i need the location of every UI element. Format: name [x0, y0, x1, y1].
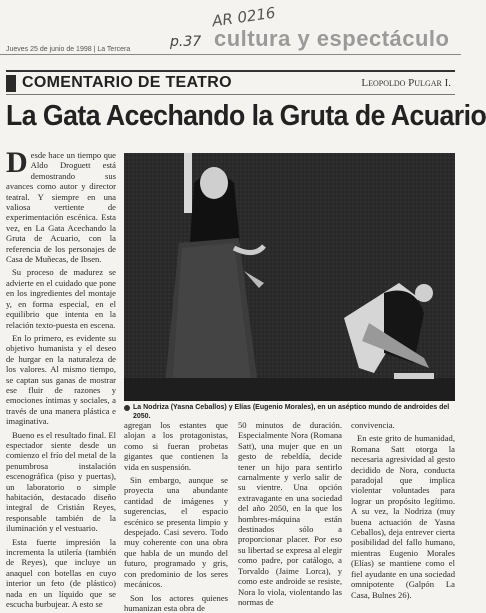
caption-bullet-icon — [124, 405, 130, 411]
column-marker-block — [6, 75, 16, 92]
article-paragraph: 50 minutos de duración. Especialmente Nora (Romana Satt), una mujer que en un gesto de rebeldía, decide tener un hijo para sentirlo carnalmente y verlo salir de su vientre. Una opción extravagante en una sociedad del año 2050, en la que los hombres-máquina están destinados sólo a proporcionar placer. Por eso su libertad se expresa al elegir como padre, por catálogo, a Torvaldo (Jaime Lorca), y como este androide se resiste, Nora lo viola, violentando las normas de — [238, 420, 342, 607]
column-name: COMENTARIO DE TEATRO — [22, 74, 232, 92]
section-title: cultura y espectáculo — [214, 26, 449, 52]
article-column-2 — [124, 420, 228, 596]
author-byline: Leopoldo Pulgar I. — [361, 77, 455, 89]
photo-caption — [124, 403, 455, 421]
photo-caption-text: La Nodriza (Yasna Ceballos) y Elías (Eugenio Morales), en un aséptico mundo de androides del 2050. — [133, 403, 455, 421]
article-column-1 — [6, 150, 116, 596]
production-photo — [124, 153, 455, 401]
handwritten-archive-code: AR 0216 — [211, 4, 277, 31]
production-photo-image — [124, 153, 455, 401]
article-paragraph: Su proceso de madurez se advierte en el cuidado que pone en los ingredientes del montaje y, en forma especial, en el equilibrio que intenta en la relación texto-puesta en escena. — [6, 267, 116, 329]
article-paragraph: Son los actores quienes humanizan esta obra de — [124, 593, 228, 613]
article-paragraph: Sin embargo, aunque se proyecta una abundante cantidad de imágenes y sugerencias, el espacio escénico se presenta limpio y despejado. Casi severo. Todo muy coherente con una obra que habla de un mundo del futuro, programado y gris, con predominio de los seres mecánicos. — [124, 475, 228, 589]
header-rule — [0, 54, 461, 55]
article-paragraph: agregan los estantes que alojan a los protagonistas, como si fueran probetas gigantes que contienen la vida en suspensión. — [124, 420, 228, 472]
headline: La Gata Acechando la Gruta de Acuario — [6, 100, 419, 133]
article-paragraph: Desde hace un tiempo que Aldo Droguett está demostrando sus avances como autor y director teatral. Y siempre en una valiosa vertiente de experimentación escénica. Esta vez, en La Gata Acechando la Gruta de Acuario, con la referencia de los personajes de Casa de Muñecas, de Ibsen. — [6, 150, 116, 264]
article-paragraph: Esta fuerte impresión la incrementa la utilería (también de Reyes), que incluye un anaquel con botellas en cuyo interior un feto (de plástico) nada en un líquido que se escucha burbujear. A esto se — [6, 537, 116, 610]
drop-cap: D — [6, 151, 28, 175]
date-line: Jueves 25 de junio de 1998 | La Tercera — [6, 46, 130, 53]
article-paragraph: convivencia. — [351, 420, 455, 430]
article-paragraph: En lo primero, es evidente su objetivo humanista y el deseo de hurgar en la naturaleza de los valores. Al mismo tiempo, se captan sus ganas de mostrar ese fluir de razones y emociones íntimas y sociales, a través de una manera plástica e imaginativa. — [6, 333, 116, 427]
article-column-3 — [238, 420, 342, 596]
handwritten-page-number: p.37 — [170, 34, 201, 50]
article-column-4 — [351, 420, 455, 596]
article-paragraph: Bueno es el resultado final. El espectador siente desde un comienzo el frío del metal de la penumbrosa instalación escenográfica (piso y puertas), un laboratorio o simple habitación, destacado diseño integral de Cristián Reyes, responsable también de la iluminación y el vestuario. — [6, 430, 116, 534]
article-paragraph: En este grito de humanidad, Romana Satt otorga la necesaria agresividad al gesto decidido de Nora, conducta paradojal que implica violentar voluntades para lograr un propósito legítimo. A su vez, la Nodriza (muy buena actuación de Yasna Ceballos), deja entrever cierta posibilidad del fallo humano, mientras Eugenio Morales (Elías) se mantiene como el fiel ayudante en una sociedad omnipotente (Galpón La Casa, Bulnes 26). — [351, 433, 455, 600]
column-bar — [6, 70, 455, 95]
